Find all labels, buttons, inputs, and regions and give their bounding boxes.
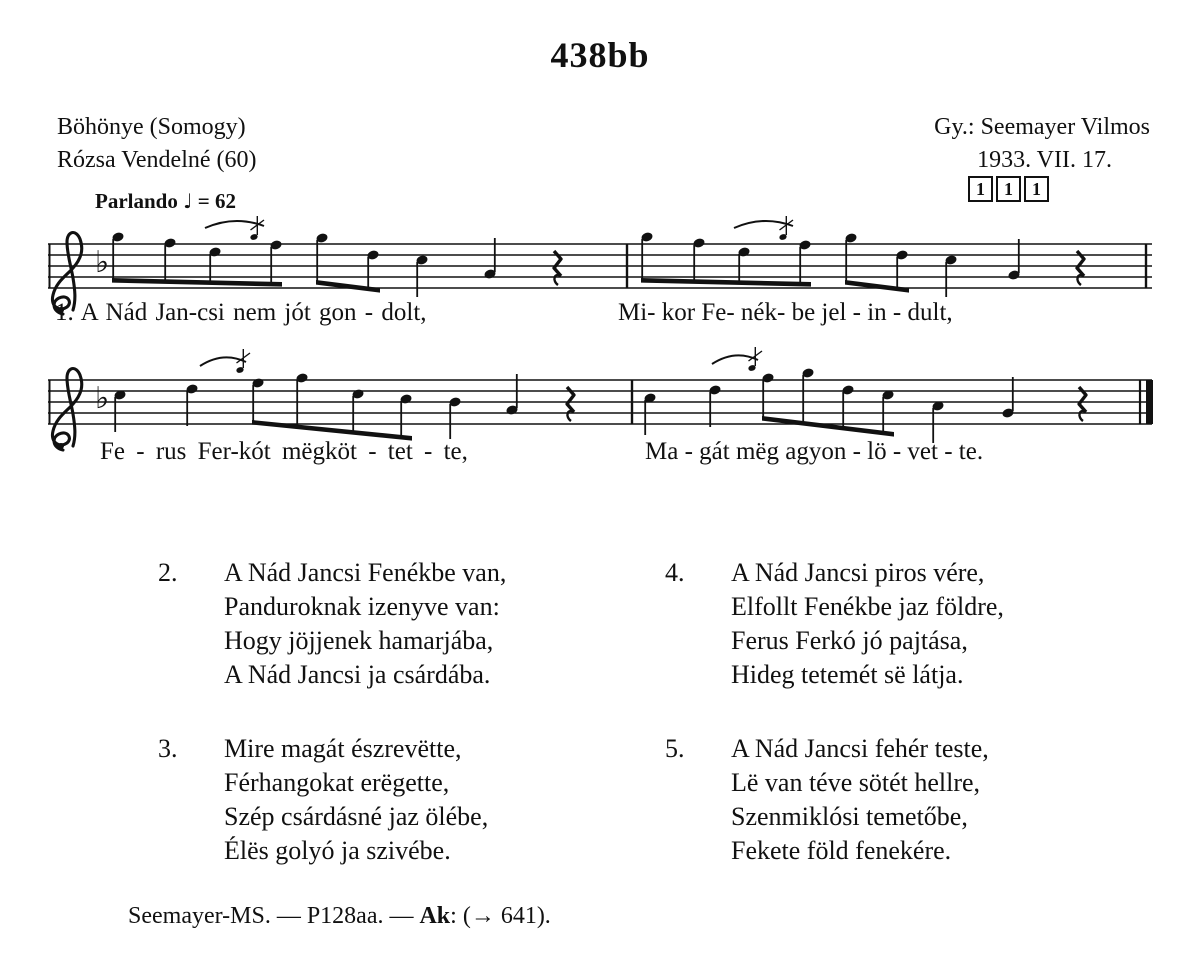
verse-4	[665, 556, 1004, 692]
verse-5-number: 5.	[665, 734, 685, 763]
verse-3	[158, 732, 488, 868]
verse-line: Lë van téve sötét hellre,	[731, 768, 981, 797]
svg-text:♭: ♭	[95, 246, 110, 279]
verse-3-number: 3.	[158, 734, 178, 763]
verse-line: A Nád Jancsi ja csárdába.	[224, 660, 491, 689]
verse-5-lines	[731, 732, 989, 868]
verse-line: Mire magát észrevëtte,	[224, 734, 462, 763]
verse-2	[158, 556, 506, 692]
verse-line: A Nád Jancsi Fenékbe van,	[224, 558, 507, 587]
quarter-note-icon: ♩	[183, 189, 193, 213]
verse-line: Panduroknak izenyve van:	[224, 592, 500, 621]
verse-3-lines	[224, 732, 488, 868]
verse-line: Férhangokat erëgette,	[224, 768, 450, 797]
verse-line: A Nád Jancsi piros vére,	[731, 558, 985, 587]
verse-line: A Nád Jancsi fehér teste,	[731, 734, 989, 763]
verse-line: Ferus Ferkó jó pajtása,	[731, 626, 968, 655]
verse-4-lines	[731, 556, 1004, 692]
music-system-2	[0, 346, 1200, 496]
source-reference	[128, 903, 551, 930]
verse-line: Elfollt Fenékbe jaz földre,	[731, 592, 1004, 621]
header-date: 1933. VII. 17.	[977, 147, 1112, 173]
variant-box-1: 1	[968, 176, 993, 202]
verse-5	[665, 732, 989, 868]
variant-box-3: 1	[1024, 176, 1049, 202]
svg-text:♭: ♭	[95, 382, 110, 415]
tempo-word: Parlando	[95, 189, 178, 213]
lyric-phrase-3: Fe - rus Fer-kót mëgköt - tet - te,	[100, 438, 468, 465]
header-place: Böhönye (Somogy)	[57, 114, 246, 140]
page-title: 438bb	[550, 35, 650, 75]
verse-line: Hideg tetemét së látja.	[731, 660, 964, 689]
lyric-phrase-4: Ma - gát mëg agyon - lö - vet - te.	[645, 438, 984, 465]
verse-line: Hogy jöjjenek hamarjába,	[224, 626, 494, 655]
source-bold: Ak	[419, 903, 451, 929]
source-suffix: : (→ 641).	[450, 903, 551, 929]
verse-2-lines	[224, 556, 506, 692]
variant-boxes	[968, 176, 1049, 202]
music-system-1	[0, 210, 1200, 360]
source-prefix: Seemayer-MS. — P128aa. —	[128, 903, 420, 929]
verse-2-number: 2.	[158, 558, 178, 587]
verse-line: Fekete föld fenekére.	[731, 836, 952, 865]
tempo-value: = 62	[197, 189, 236, 213]
verse-line: Szép csárdásné jaz ölébe,	[224, 802, 489, 831]
lyric-phrase-1: 1. A Nád Jan-csi nem jót gon - dolt,	[55, 299, 427, 326]
verse-4-number: 4.	[665, 558, 685, 587]
lyric-phrase-2: Mi- kor Fe- nék- be jel - in - dult,	[618, 299, 953, 326]
header-performer: Rózsa Vendelné (60)	[57, 147, 257, 173]
verse-line: Élës golyó ja szivébe.	[224, 836, 451, 865]
header-collector: Gy.: Seemayer Vilmos	[934, 114, 1150, 140]
variant-box-2: 1	[996, 176, 1021, 202]
verse-line: Szenmiklósi temetőbe,	[731, 802, 968, 831]
